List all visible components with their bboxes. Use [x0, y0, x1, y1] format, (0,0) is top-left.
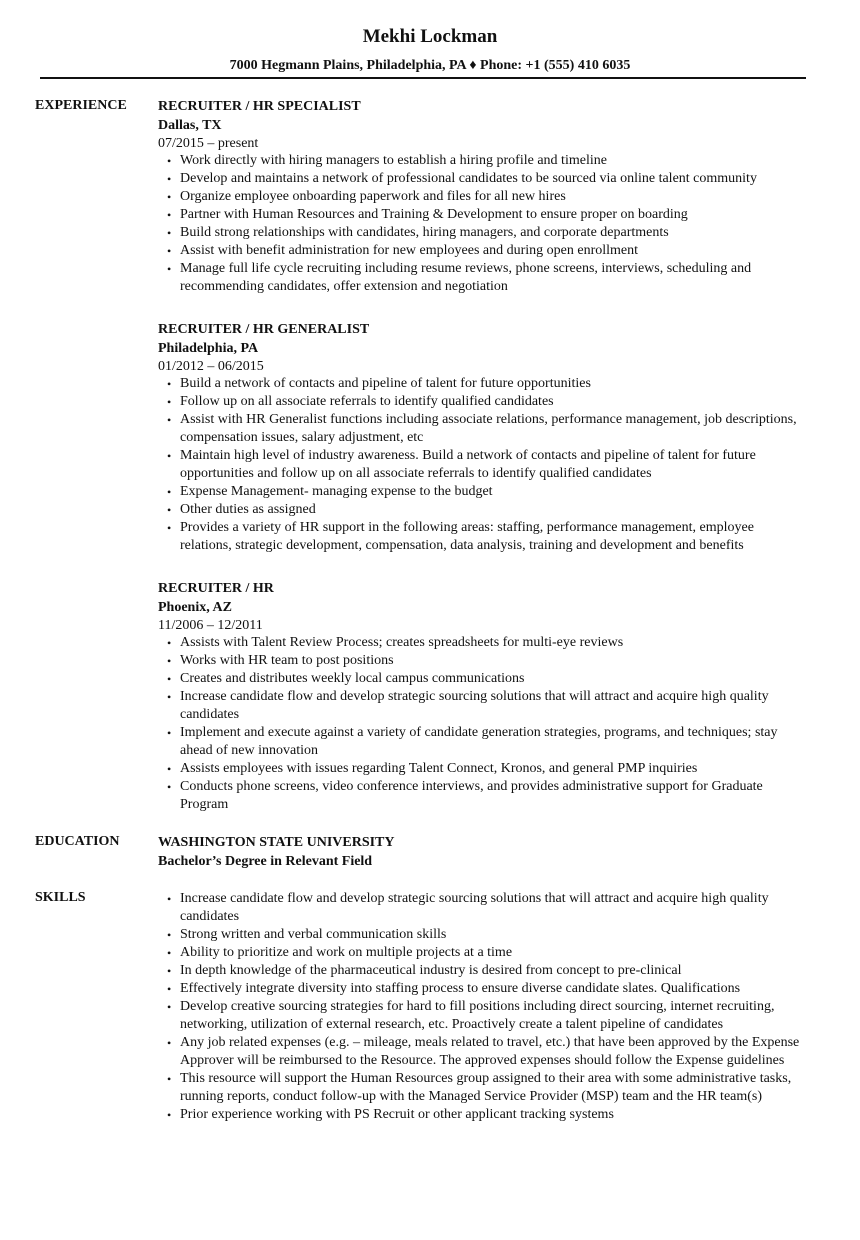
skill-item: • Effectively integrate diversity into staffing process to ensure diverse candidate slates. Qualifications [158, 980, 800, 998]
bullet-item: • Assist with HR Generalist functions including associate relations, performance management, job descriptions, compensation issues, salary adjustment, etc [158, 411, 800, 447]
job-title: RECRUITER / HR [158, 581, 274, 596]
skill-item: • This resource will support the Human Resources group assigned to their area with some administrative tasks, running reports, conduct follow-up with the Managed Service Provider (MSP) team and the HR team(s) [158, 1070, 800, 1106]
bullet-item: • Implement and execute against a variety of candidate generation strategies, programs, and techniques; stay ahead of new innovation [158, 724, 800, 760]
bullet-item: • Other duties as assigned [158, 501, 800, 519]
bullet-item: • Assist with benefit administration for new employees and during open enrollment [158, 242, 800, 260]
skill-item: • Any job related expenses (e.g. – mileage, meals related to travel, etc.) that have been approved by the Expense Approver will be reimbursed to the Resource. The approved expenses should follow the Expense guidelines [158, 1034, 800, 1070]
skill-item: • Develop creative sourcing strategies for hard to fill positions including direct sourcing, internet recruiting, networking, utilization of external research, etc. Proactively create a talent pipeline of candidates [158, 998, 800, 1034]
bullet-item: • Expense Management- managing expense to the budget [158, 483, 800, 501]
bullet-item: • Work directly with hiring managers to establish a hiring profile and timeline [158, 152, 800, 170]
school-name: WASHINGTON STATE UNIVERSITY [158, 835, 395, 850]
bullet-item: • Build a network of contacts and pipeline of talent for future opportunities [158, 375, 800, 393]
skill-item: • Ability to prioritize and work on multiple projects at a time [158, 944, 800, 962]
job-entry [158, 97, 808, 296]
job-entry [158, 579, 808, 814]
education-section [35, 833, 815, 871]
skill-item: • Increase candidate flow and develop strategic sourcing solutions that will attract and acquire high quality candidates [158, 890, 800, 926]
skills-section [35, 889, 815, 1124]
bullet-item: • Assists employees with issues regarding Talent Connect, Kronos, and general PMP inquiries [158, 760, 800, 778]
skill-item: • Prior experience working with PS Recruit or other applicant tracking systems [158, 1106, 800, 1124]
skill-item: • Strong written and verbal communication skills [158, 926, 800, 944]
bullet-item: • Conducts phone screens, video conference interviews, and provides administrative support for Graduate Program [158, 778, 800, 814]
header-divider [40, 77, 806, 79]
job-title: RECRUITER / HR SPECIALIST [158, 99, 361, 114]
bullet-item: • Manage full life cycle recruiting including resume reviews, phone screens, interviews, scheduling and recommending candidates, offer extension and negotiation [158, 260, 800, 296]
bullet-item: • Provides a variety of HR support in the following areas: staffing, performance management, employee relations, strategic development, compensation, data analysis, training and development and benefits [158, 519, 800, 555]
bullet-item: • Organize employee onboarding paperwork and files for all new hires [158, 188, 800, 206]
candidate-name: Mekhi Lockman [362, 26, 498, 47]
job-bullets [158, 634, 808, 814]
bullet-item: • Develop and maintains a network of professional candidates to be sourced via online talent community [158, 170, 800, 188]
job-entry [158, 320, 808, 555]
section-label: SKILLS [35, 890, 86, 905]
bullet-item: • Works with HR team to post positions [158, 652, 800, 670]
bullet-item: • Maintain high level of industry awareness. Build a network of contacts and pipeline of talent for future opportunities and follow up on all associate referrals to identify qualified candidates [158, 447, 800, 483]
bullet-item: • Partner with Human Resources and Training & Development to ensure proper on boarding [158, 206, 800, 224]
job-location: Phoenix, AZ [158, 600, 232, 615]
experience-section [35, 97, 815, 838]
bullet-item: • Follow up on all associate referrals to identify qualified candidates [158, 393, 800, 411]
job-dates: 07/2015 – present [158, 136, 259, 151]
bullet-item: • Increase candidate flow and develop strategic sourcing solutions that will attract and acquire high quality candidates [158, 688, 800, 724]
section-label: EDUCATION [35, 834, 120, 849]
job-dates: 01/2012 – 06/2015 [158, 359, 264, 374]
degree: Bachelor’s Degree in Relevant Field [158, 854, 373, 869]
jobs-list [158, 97, 808, 814]
bullet-item: • Creates and distributes weekly local campus communications [158, 670, 800, 688]
skill-item: • In depth knowledge of the pharmaceutical industry is desired from concept to pre-clinical [158, 962, 800, 980]
job-dates: 11/2006 – 12/2011 [158, 618, 263, 633]
job-title: RECRUITER / HR GENERALIST [158, 322, 370, 337]
contact-line: 7000 Hegmann Plains, Philadelphia, PA ♦ Phone: +1 (555) 410 6035 [229, 58, 631, 73]
bullet-item: • Assists with Talent Review Process; creates spreadsheets for multi-eye reviews [158, 634, 800, 652]
job-bullets [158, 375, 808, 555]
job-location: Dallas, TX [158, 118, 222, 133]
bullet-item: • Build strong relationships with candidates, hiring managers, and corporate departments [158, 224, 800, 242]
skills-list [158, 890, 808, 1124]
job-location: Philadelphia, PA [158, 341, 259, 356]
section-label: EXPERIENCE [35, 98, 127, 113]
job-bullets [158, 152, 808, 296]
